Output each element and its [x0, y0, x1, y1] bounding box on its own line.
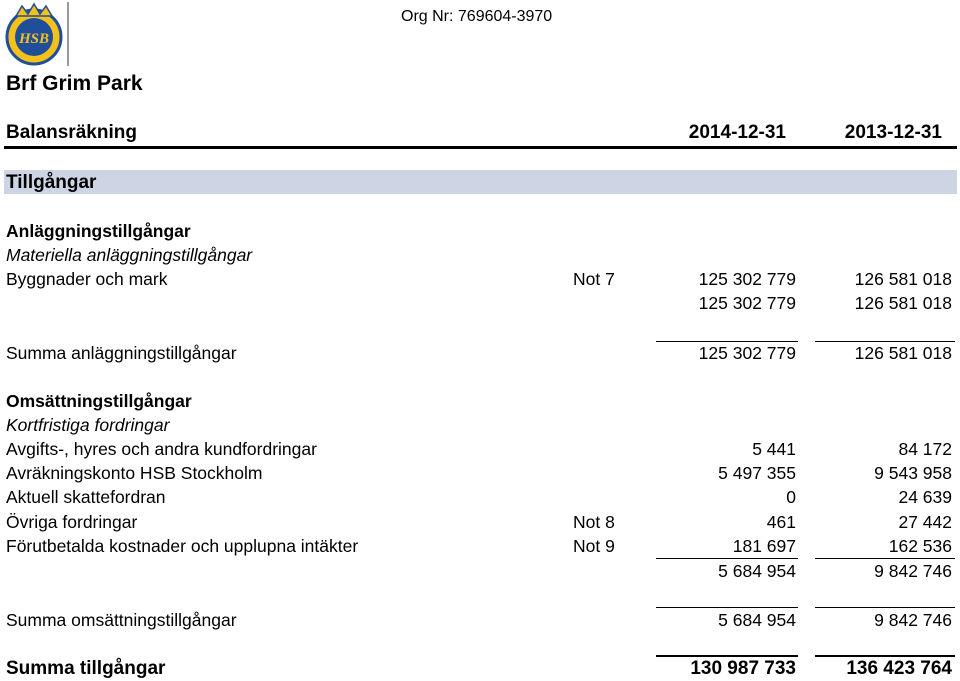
row-label: Byggnader och mark [6, 269, 168, 289]
row-value-previous: 9 842 746 [874, 610, 952, 630]
row-value-previous: 126 581 018 [854, 293, 952, 313]
table-row [0, 486, 960, 510]
row-label: Övriga fordringar [6, 512, 138, 532]
row-label: Avräkningskonto HSB Stockholm [6, 463, 263, 483]
row-label: Summa tillgångar [6, 658, 166, 679]
row-value-current: 461 [766, 512, 796, 532]
table-row [0, 268, 960, 292]
row-value-current: 130 987 733 [690, 658, 796, 679]
row-value-previous: 162 536 [888, 536, 952, 556]
section-band [4, 170, 957, 194]
report-title: Balansräkning [6, 122, 137, 143]
row-value-current: 125 302 779 [698, 293, 796, 313]
logo-divider [67, 2, 69, 66]
subtotal-rule [815, 607, 955, 608]
table-row [0, 414, 960, 438]
row-label: Aktuell skattefordran [6, 487, 166, 507]
table-row [0, 438, 960, 462]
table-row [0, 511, 960, 535]
row-note: Not 7 [573, 269, 615, 289]
table-row [0, 292, 960, 316]
row-value-previous: 126 581 018 [854, 269, 952, 289]
row-value-current: 5 684 954 [718, 610, 796, 630]
row-label: Materiella anläggningstillgångar [6, 245, 253, 265]
subtotal-rule [815, 558, 955, 559]
row-value-previous: 84 172 [898, 439, 952, 459]
row-value-current: 5 441 [752, 439, 796, 459]
row-note: Not 9 [573, 536, 615, 556]
row-value-previous: 136 423 764 [846, 658, 952, 679]
row-label: Omsättningstillgångar [6, 391, 192, 411]
table-row [0, 390, 960, 414]
row-value-current: 0 [786, 487, 796, 507]
column-header-current: 2014-12-31 [688, 122, 786, 143]
row-label: Förutbetalda kostnader och upplupna intäkter [6, 536, 359, 556]
row-value-current: 5 684 954 [718, 561, 796, 581]
subtotal-rule [656, 558, 798, 559]
row-value-current: 5 497 355 [718, 463, 796, 483]
table-row [0, 560, 960, 584]
logo-text: HSB [18, 31, 50, 47]
section-title: Tillgångar [6, 172, 97, 193]
subtotal-rule [656, 607, 798, 608]
row-value-previous: 27 442 [898, 512, 952, 532]
row-value-current: 125 302 779 [698, 269, 796, 289]
header-rule [4, 146, 957, 149]
column-header-previous: 2013-12-31 [844, 122, 942, 143]
table-row [0, 342, 960, 366]
row-label: Anläggningstillgångar [6, 221, 191, 241]
table-row [0, 657, 960, 681]
hsb-logo [2, 2, 66, 66]
row-value-previous: 126 581 018 [854, 343, 952, 363]
table-row [0, 244, 960, 268]
org-number: Org Nr: 769604-3970 [401, 8, 553, 25]
company-name: Brf Grim Park [6, 72, 143, 95]
row-label: Kortfristiga fordringar [6, 415, 170, 435]
table-row [0, 220, 960, 244]
row-value-previous: 24 639 [898, 487, 952, 507]
row-value-current: 125 302 779 [698, 343, 796, 363]
row-value-previous: 9 543 958 [874, 463, 952, 483]
table-row [0, 609, 960, 633]
row-label: Summa omsättningstillgångar [6, 610, 237, 630]
hsb-emblem-icon [2, 2, 66, 66]
row-note: Not 8 [573, 512, 615, 532]
row-label: Avgifts-, hyres och andra kundfordringar [6, 439, 317, 459]
row-label: Summa anläggningstillgångar [6, 343, 237, 363]
table-row [0, 462, 960, 486]
row-value-previous: 9 842 746 [874, 561, 952, 581]
table-row [0, 535, 960, 559]
row-value-current: 181 697 [732, 536, 796, 556]
